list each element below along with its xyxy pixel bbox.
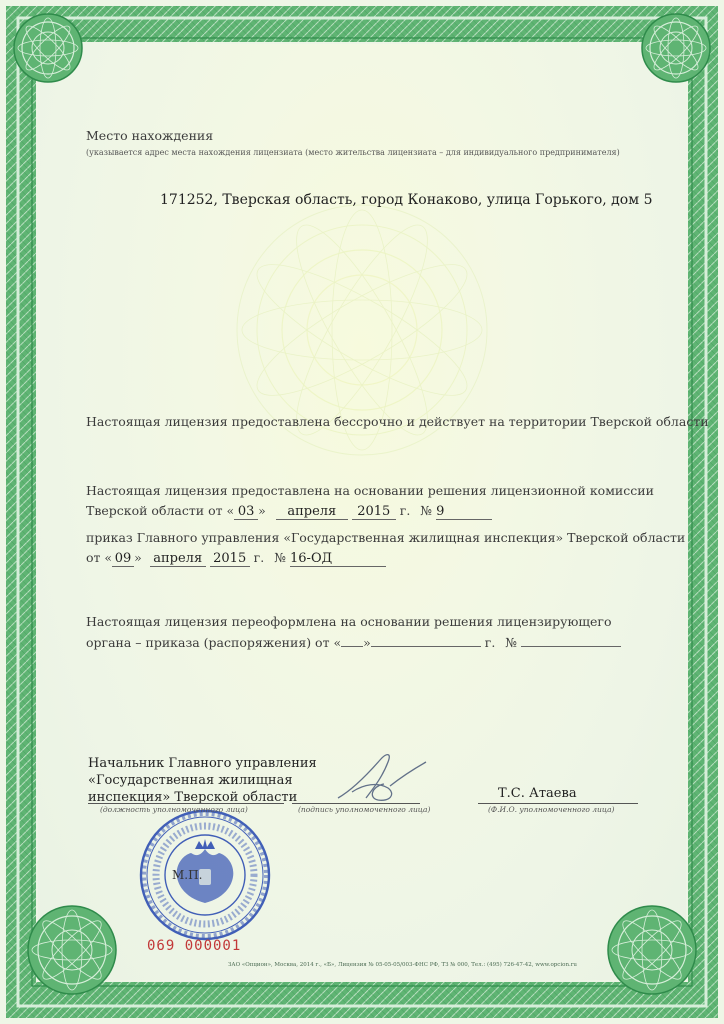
location-note: (указывается адрес места нахождения лицензиата (место жительства лицензиата – для индивидуального предпринимателя) bbox=[86, 148, 620, 157]
order-number: 16-ОД bbox=[290, 551, 386, 567]
position-caption: (должность уполномоченного лица) bbox=[100, 805, 248, 814]
signatory-position bbox=[88, 755, 317, 806]
reissue-day-blank bbox=[341, 646, 363, 647]
decision-month: апреля bbox=[276, 504, 348, 520]
name-underline bbox=[478, 803, 638, 804]
official-seal-icon bbox=[141, 811, 269, 939]
position-underline bbox=[88, 803, 284, 804]
corner-rosette-icon bbox=[608, 906, 696, 994]
corner-rosette-icon bbox=[14, 14, 82, 82]
location-label: Место нахождения bbox=[86, 128, 214, 143]
basis-line-2 bbox=[86, 503, 492, 520]
validity-statement: Настоящая лицензия предоставлена бессрочно и действует на территории Тверской области bbox=[86, 414, 709, 429]
basis-line-1: Настоящая лицензия предоставлена на основании решения лицензионной комиссии bbox=[86, 483, 654, 498]
signature-icon bbox=[338, 755, 426, 801]
reissue-line-1: Настоящая лицензия переоформлена на основании решения лицензирующего bbox=[86, 614, 612, 629]
order-year: 2015 bbox=[210, 551, 250, 567]
year-suffix: г. bbox=[399, 503, 411, 518]
signature-underline bbox=[292, 803, 420, 804]
printer-imprint: ЗАО «Опцион», Москва, 2014 г., «Б», Лицензия № 05-05-05/003-ФНС РФ, ТЗ № 000, Тел.: (495) 726-47-42, www.opcion.ru bbox=[228, 962, 577, 968]
number-sign: № bbox=[274, 550, 287, 565]
basis-line-4-prefix: от « bbox=[86, 550, 113, 565]
year-suffix: г. bbox=[484, 635, 496, 650]
mp-label: М.П. bbox=[172, 868, 203, 882]
license-address: 171252, Тверская область, город Конаково, улица Горького, дом 5 bbox=[160, 192, 653, 208]
quote-close: » bbox=[363, 635, 371, 650]
corner-rosette-icon bbox=[642, 14, 710, 82]
reissue-month-blank bbox=[371, 646, 481, 647]
decision-day: 03 bbox=[234, 504, 258, 520]
signatory-name: Т.С. Атаева bbox=[498, 786, 577, 801]
position-line-3: инспекция» Тверской области bbox=[88, 790, 298, 805]
corner-rosette-icon bbox=[28, 906, 116, 994]
decision-number: 9 bbox=[436, 504, 492, 520]
quote-close: » bbox=[258, 503, 266, 518]
serial-number: 069 000001 bbox=[147, 938, 242, 954]
year-suffix: г. bbox=[253, 550, 265, 565]
number-sign: № bbox=[505, 635, 518, 650]
quote-close: » bbox=[134, 550, 142, 565]
number-sign: № bbox=[420, 503, 433, 518]
decision-year: 2015 bbox=[352, 504, 396, 520]
reissue-line-2-prefix: органа – приказа (распоряжения) от « bbox=[86, 635, 342, 650]
reissue-line-2 bbox=[86, 635, 621, 650]
position-line-2: «Государственная жилищная bbox=[88, 773, 293, 788]
basis-line-4 bbox=[86, 550, 386, 567]
signature-caption: (подпись уполномоченного лица) bbox=[298, 805, 431, 814]
position-line-1: Начальник Главного управления bbox=[88, 756, 317, 771]
order-month: апреля bbox=[150, 551, 206, 567]
basis-line-2-prefix: Тверской области от « bbox=[86, 503, 235, 518]
order-day: 09 bbox=[112, 551, 134, 567]
reissue-number-blank bbox=[521, 646, 621, 647]
basis-line-3: приказ Главного управления «Государственная жилищная инспекция» Тверской области bbox=[86, 530, 686, 545]
name-caption: (Ф.И.О. уполномоченного лица) bbox=[488, 805, 615, 814]
